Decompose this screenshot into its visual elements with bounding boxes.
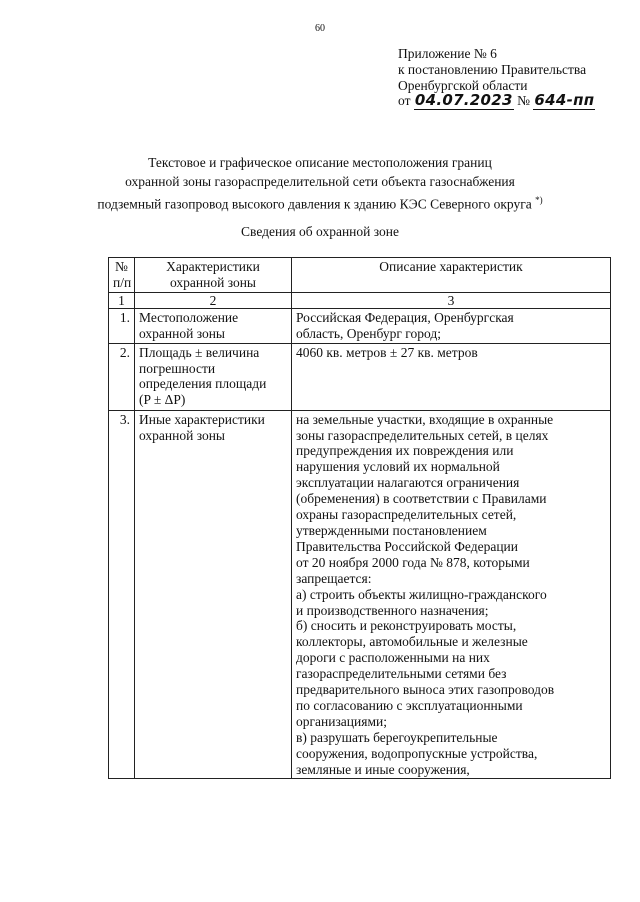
text-line: (обременения) в соответствии с Правилами: [296, 491, 547, 507]
header-line: Характеристики: [166, 259, 260, 274]
header-line: охранной зоны: [169, 274, 256, 290]
column-index: 2: [135, 292, 292, 308]
appendix-line-1: Приложение № 6: [398, 46, 497, 61]
text-line: Площадь ± величина: [139, 344, 260, 360]
row-number: 2.: [109, 343, 135, 410]
title-line-3-text: подземный газопровод высокого давления к зданию КЭС Северного округа: [97, 196, 532, 212]
column-index: 3: [292, 292, 611, 308]
text-line: определения площади: [139, 376, 267, 392]
handwritten-date: 04.07.2023: [414, 91, 513, 110]
text-line: и производственного назначения;: [296, 602, 489, 618]
protection-zone-table: [108, 257, 611, 779]
number-prefix: №: [517, 93, 531, 109]
table-header-row: [109, 258, 611, 293]
table-row: [109, 308, 611, 343]
text-line: б) сносить и реконструировать мосты,: [296, 618, 517, 634]
title-line-3: [0, 191, 640, 214]
section-title: Сведения об охранной зоне: [241, 224, 399, 239]
table-row: [109, 343, 611, 410]
text-line: утвержденными постановлением: [296, 522, 487, 538]
header-number: [109, 258, 135, 293]
column-index-row: [109, 292, 611, 308]
text-line: коллекторы, автомобильные и железные: [296, 634, 528, 650]
row-characteristic: [135, 308, 292, 343]
appendix-line-3: Оренбургской области: [398, 77, 528, 93]
document-title: [0, 153, 640, 214]
handwritten-number: 644-пп: [534, 91, 595, 110]
text-line: в) разрушать берегоукрепительные: [296, 729, 498, 745]
table-row: [109, 410, 611, 779]
text-line: земляные и иные сооружения,: [296, 761, 470, 777]
text-line: от 20 ноября 2000 года № 878, которыми: [296, 554, 530, 570]
text-line: Местоположение: [139, 309, 239, 325]
text-line: зоны газораспределительных сетей, в целях: [296, 427, 549, 443]
text-line: (P ± ΔP): [139, 392, 186, 408]
appendix-date-line: [398, 93, 595, 109]
header-line: №: [115, 259, 128, 274]
title-line-2: охранной зоны газораспределительной сети объекта газоснабжения: [125, 174, 515, 189]
text-line: запрещается:: [296, 570, 372, 586]
row-number: 1.: [109, 308, 135, 343]
footnote-mark: *): [535, 195, 543, 205]
appendix-block: [398, 46, 595, 109]
text-line: Российская Федерация, Оренбургская: [296, 309, 514, 325]
header-characteristic: [135, 258, 292, 293]
text-line: на земельные участки, входящие в охранные: [296, 411, 554, 427]
row-description: [292, 410, 611, 779]
row-characteristic: [135, 410, 292, 779]
text-line: дороги с расположенными на них: [296, 650, 490, 666]
date-prefix: от: [398, 93, 411, 109]
text-line: а) строить объекты жилищно-гражданского: [296, 586, 547, 602]
text-line: Иные характеристики: [139, 411, 265, 427]
text-line: область, Оренбург город;: [296, 325, 441, 341]
header-description: [292, 258, 611, 293]
text-line: нарушения условий их нормальной: [296, 459, 500, 475]
row-number: 3.: [109, 410, 135, 779]
text-line: Правительства Российской Федерации: [296, 538, 518, 554]
text-line: предупреждения их повреждения или: [296, 443, 514, 459]
row-characteristic: [135, 343, 292, 410]
text-line: сооружения, водопропускные устройства,: [296, 745, 538, 761]
header-line: п/п: [113, 274, 132, 290]
text-line: эксплуатации налагаются ограничения: [296, 475, 520, 491]
column-index: 1: [109, 292, 135, 308]
header-line: Описание характеристик: [379, 259, 523, 274]
appendix-line-2: к постановлению Правительства: [398, 61, 587, 77]
text-line: 4060 кв. метров ± 27 кв. метров: [296, 344, 478, 360]
page-number: 60: [315, 23, 325, 34]
text-line: газораспределительными сетями без: [296, 666, 507, 682]
text-line: погрешности: [139, 360, 216, 376]
text-line: организациями;: [296, 713, 387, 729]
text-line: предварительного выноса этих газопроводов: [296, 682, 555, 698]
text-line: охранной зоны: [139, 325, 226, 341]
text-line: по согласованию с эксплуатационными: [296, 697, 523, 713]
title-line-1: Текстовое и графическое описание местоположения границ: [148, 155, 492, 170]
text-line: охраны газораспределительных сетей,: [296, 507, 517, 523]
row-description: [292, 308, 611, 343]
row-description: [292, 343, 611, 410]
text-line: охранной зоны: [139, 427, 226, 443]
